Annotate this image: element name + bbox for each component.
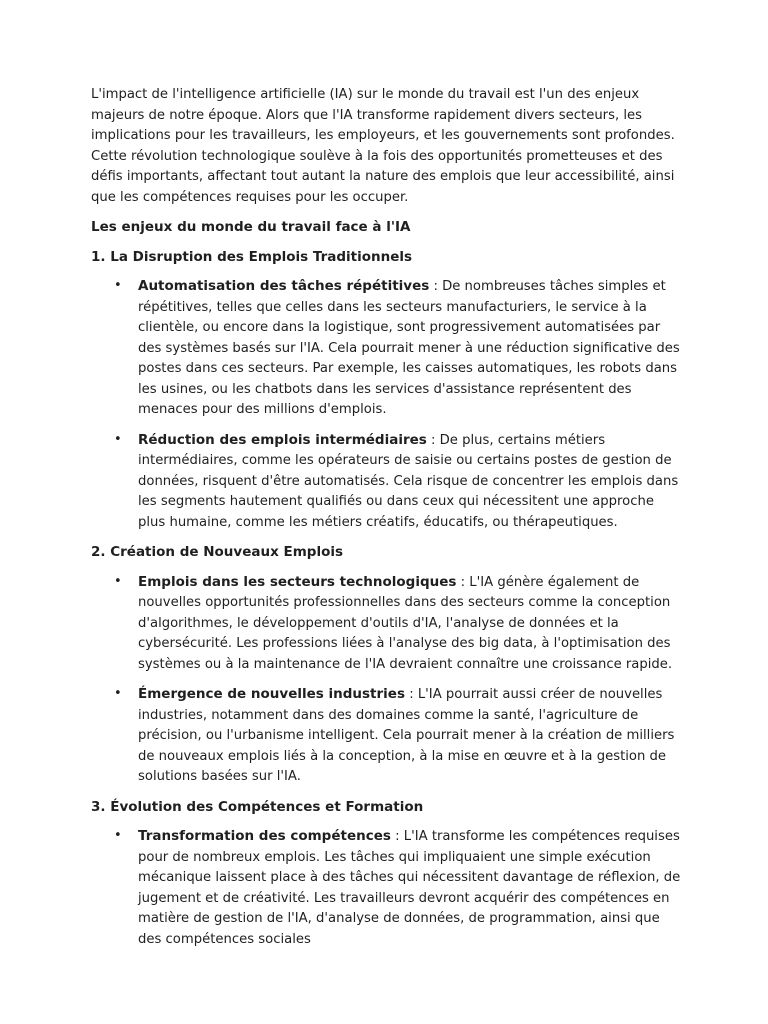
list-item-text: : L'IA transforme les compétences requises pour de nombreux emplois. Les tâches qui impliquaient une simple exécution mécanique laissent place à des tâches qui nécessitent davantage de réflexion, de jugement et de créativité. Les travailleurs devront acquérir des compétences en matière de gestion de l'IA, d'analyse de données, de programmation, ainsi que des compétences sociales xyxy=(138,829,681,947)
section-heading-2: 2. Création de Nouveaux Emplois xyxy=(91,544,344,560)
section-2-list xyxy=(91,572,681,788)
list-item-term: Automatisation des tâches répétitives xyxy=(138,278,430,294)
list-item xyxy=(138,276,681,421)
list-item xyxy=(138,826,681,950)
section-3-list xyxy=(91,826,681,950)
list-item-term: Émergence de nouvelles industries xyxy=(138,686,405,702)
list-item xyxy=(138,572,681,676)
list-item-term: Transformation des compétences xyxy=(138,828,391,844)
list-item-term: Réduction des emplois intermédiaires xyxy=(138,431,427,448)
list-item xyxy=(138,684,681,788)
section-heading-3: 3. Évolution des Compétences et Formation xyxy=(91,798,424,815)
list-item-text: : De nombreuses tâches simples et répétitives, telles que celles dans les secteurs manufacturiers, le service à la clientèle, ou encore dans la logistique, sont progressivement automatisées par des systèmes basés sur l'IA. Cela pourrait mener à une réduction significative des postes dans ces secteurs. Par exemple, les caisses automatiques, les robots dans les usines, ou les chatbots dans les services d'assistance représentent des menaces pour des millions d'emplois. xyxy=(138,279,680,417)
list-item-text: : De plus, certains métiers intermédiaires, comme les opérateurs de saisie ou certains postes de gestion de données, risquent d'être automatisés. Cela risque de concentrer les emplois dans les segments hautement qualifiés ou dans ceux qui nécessitent une approche plus humaine, comme les métiers créatifs, éducatifs, ou thérapeutiques. xyxy=(138,432,679,530)
section-1-list xyxy=(91,276,681,533)
list-item-term: Emplois dans les secteurs technologiques xyxy=(138,573,457,590)
document-page xyxy=(91,85,681,959)
list-item-text: : L'IA pourrait aussi créer de nouvelles industries, notamment dans des domaines comme la santé, l'agriculture de précision, ou l'urbanisme intelligent. Cela pourrait mener à la création de milliers de nouveaux emplois liés à la conception, à la mise en œuvre et à la gestion de solutions basées sur l'IA. xyxy=(138,687,675,784)
list-item-text: : L'IA génère également de nouvelles opportunités professionnelles dans des secteurs comme la conception d'algorithmes, le développement d'outils d'IA, l'analyse de données et la cybersécurité. Les professions liées à l'analyse des big data, à l'optimisation des systèmes ou à la maintenance de l'IA devraient connaître une croissance rapide. xyxy=(138,574,673,672)
main-heading: Les enjeux du monde du travail face à l'IA xyxy=(91,219,411,235)
list-item xyxy=(138,430,681,534)
intro-paragraph: L'impact de l'intelligence artificielle (IA) sur le monde du travail est l'un des enjeux majeurs de notre époque. Alors que l'IA transforme rapidement divers secteurs, les implications pour les travailleurs, les employeurs, et les gouvernements sont profondes. Cette révolution technologique soulève à la fois des opportunités prometteuses et des défis importants, affectant tout autant la nature des emplois que leur accessibilité, ainsi que les compétences requises pour les occuper. xyxy=(91,87,675,205)
section-heading-1: 1. La Disruption des Emplois Traditionnels xyxy=(91,248,413,265)
